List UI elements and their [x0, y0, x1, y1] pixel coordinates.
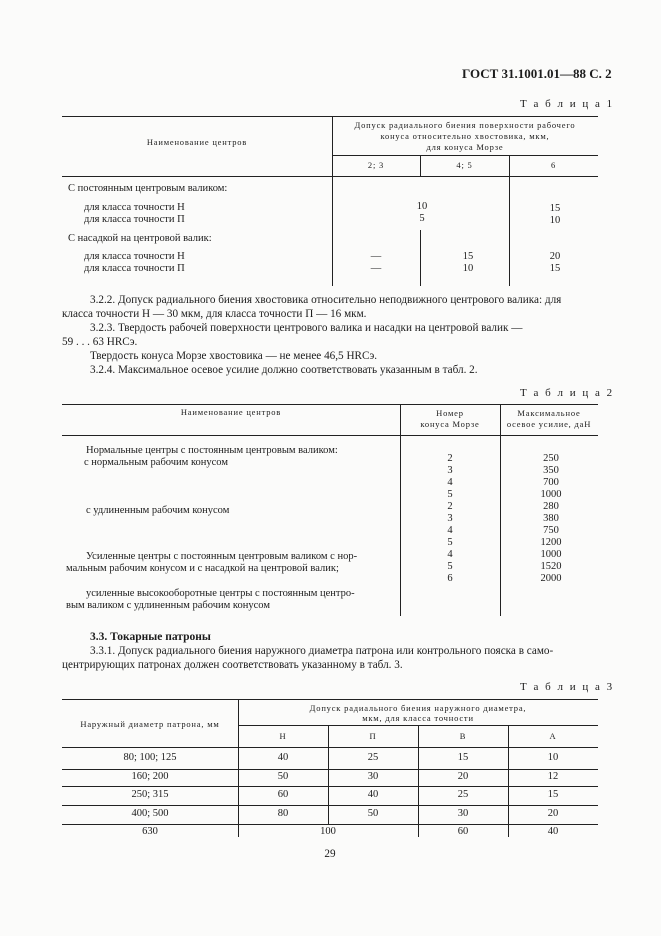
table1-cell: 20: [549, 251, 561, 262]
paragraph-line: центрирующих патронах должен соответствовать указанному в табл. 3.: [62, 659, 403, 671]
table2-cone-number: 5: [447, 537, 453, 548]
table3-cell: 10: [547, 752, 559, 763]
table1-row-label: для класса точности Н: [84, 251, 185, 262]
table2-axial-force: 380: [543, 513, 559, 524]
table2-col-num: конуса Морзе: [420, 419, 480, 429]
table1-sub-header: 2; 3: [367, 160, 385, 170]
table3-diameter: 160; 200: [131, 771, 169, 782]
table2-cone-number: 3: [447, 513, 453, 524]
page-number: 29: [324, 848, 336, 860]
table2-cone-number: 4: [447, 477, 453, 488]
table3-cell: 60: [457, 826, 469, 837]
table3-cell: 20: [457, 771, 469, 782]
paragraph-line: 3.2.4. Максимальное осевое усилие должно соответствовать указанным в табл. 2.: [90, 364, 478, 376]
table1-caption: Т а б л и ц а 1: [520, 98, 615, 110]
paragraph-line: класса точности Н — 30 мкм, для класса точности П — 16 мкм.: [62, 308, 367, 320]
table3-diameter: 250; 315: [131, 789, 169, 800]
table2-label: Нормальные центры с постоянным центровым валиком:: [86, 445, 338, 456]
table2-axial-force: 1000: [540, 549, 562, 560]
table1-cell: 10: [462, 263, 474, 274]
paragraph-line: 3.2.3. Твердость рабочей поверхности центрового валика и насадки на центровой валик —: [90, 322, 523, 334]
table2-cone-number: 2: [447, 453, 453, 464]
table3-diameter: 630: [142, 826, 158, 837]
table3-cell: 100: [320, 826, 336, 837]
table1-cell: 15: [462, 251, 474, 262]
paragraph-line: Твердость конуса Морзе хвостовика — не менее 46,5 HRCэ.: [90, 350, 378, 362]
paragraph-line: 59 . . . 63 HRCэ.: [62, 336, 138, 348]
table2-cone-number: 3: [447, 465, 453, 476]
table3-cell: 40: [367, 789, 379, 800]
table3-cell: 25: [457, 789, 469, 800]
table1-cell: —: [370, 263, 382, 274]
section-heading: 3.3. Токарные патроны: [90, 631, 211, 643]
table2-cone-number: 4: [447, 525, 453, 536]
table2-col-num: Номер: [436, 408, 464, 418]
table3-sub: П: [369, 731, 377, 741]
table2-caption: Т а б л и ц а 2: [520, 387, 615, 399]
table1-col-group-line: конуса относительно хвостовика, мкм,: [380, 131, 550, 141]
table1-row-label: для класса точности Н: [84, 202, 185, 213]
table3-cell: 12: [547, 771, 559, 782]
table3-cell: 30: [367, 771, 379, 782]
table2-label: мальным рабочим конусом и с насадкой на центровой валик;: [66, 563, 339, 574]
table2-cone-number: 6: [447, 573, 453, 584]
table1-sub-header: 6: [550, 160, 557, 170]
table2-col-force: Максимальное: [517, 408, 581, 418]
table3-cell: 15: [457, 752, 469, 763]
table2-axial-force: 1000: [540, 489, 562, 500]
table1-sub-header: 4; 5: [456, 160, 473, 170]
table2-axial-force: 280: [543, 501, 559, 512]
table3-col-group: мкм, для класса точности: [362, 713, 474, 723]
table2-label: с удлиненным рабочим конусом: [86, 505, 230, 516]
table1-group-label: С насадкой на центровой валик:: [68, 233, 212, 244]
table2-axial-force: 700: [543, 477, 559, 488]
table2-cone-number: 5: [447, 489, 453, 500]
table2-axial-force: 1200: [540, 537, 562, 548]
table2-cone-number: 4: [447, 549, 453, 560]
table3-cell: 40: [547, 826, 559, 837]
table1-col-group-line: Допуск радиального биения поверхности рабочего: [354, 120, 576, 130]
table1-cell: 10: [416, 201, 428, 212]
table3-col-name: Наружный диаметр патрона, мм: [80, 719, 220, 729]
table2-axial-force: 250: [543, 453, 559, 464]
table2-axial-force: 350: [543, 465, 559, 476]
table2-label: усиленные высокооборотные центры с постоянным центро-: [86, 588, 355, 599]
table1-group-label: С постоянным центровым валиком:: [68, 183, 228, 194]
paragraph-line: 3.2.2. Допуск радиального биения хвостовика относительно неподвижного центрового валика: для: [90, 294, 562, 306]
table3-caption: Т а б л и ц а 3: [520, 681, 615, 693]
table2-label: с нормальным рабочим конусом: [84, 457, 228, 468]
table3-cell: 80: [277, 808, 289, 819]
table3-sub: Н: [279, 731, 287, 741]
table2-axial-force: 1520: [540, 561, 562, 572]
table3-sub: В: [459, 731, 467, 741]
table2-col-force: осевое усилие, даН: [506, 419, 592, 429]
table3-cell: 60: [277, 789, 289, 800]
table3-cell: 40: [277, 752, 289, 763]
table3-cell: 15: [547, 789, 559, 800]
table1-col-group-line: для конуса Морзе: [426, 142, 504, 152]
table1-row-label: для класса точности П: [84, 214, 185, 225]
table2-cone-number: 2: [447, 501, 453, 512]
table1-cell: 5: [419, 213, 425, 224]
paragraph-line: 3.3.1. Допуск радиального биения наружного диаметра патрона или контрольного пояска в само-: [90, 645, 554, 657]
table3-cell: 20: [547, 808, 559, 819]
table1-row-label: для класса точности П: [84, 263, 185, 274]
table2-col-name: Наименование центров: [180, 407, 282, 417]
table1-cell: 10: [549, 215, 561, 226]
table2-cone-number: 5: [447, 561, 453, 572]
table2-axial-force: 2000: [540, 573, 562, 584]
table3-cell: 50: [277, 771, 289, 782]
table3-col-group: Допуск радиального биения наружного диаметра,: [309, 703, 527, 713]
table3-cell: 50: [367, 808, 379, 819]
table3-diameter: 80; 100; 125: [123, 752, 177, 763]
table3-cell: 25: [367, 752, 379, 763]
document-header: ГОСТ 31.1001.01—88 С. 2: [462, 66, 612, 81]
table1-cell: 15: [549, 263, 561, 274]
table2-label: Усиленные центры с постоянным центровым валиком с нор-: [86, 551, 358, 562]
table1-cell: 15: [549, 203, 561, 214]
table1-cell: —: [370, 251, 382, 262]
table3-diameter: 400; 500: [131, 808, 169, 819]
table2-label: вым валиком с удлиненным рабочим конусом: [66, 600, 270, 611]
table3-cell: 30: [457, 808, 469, 819]
table2-axial-force: 750: [543, 525, 559, 536]
table3-sub: А: [549, 731, 557, 741]
table1-col-name: Наименование центров: [146, 137, 248, 147]
